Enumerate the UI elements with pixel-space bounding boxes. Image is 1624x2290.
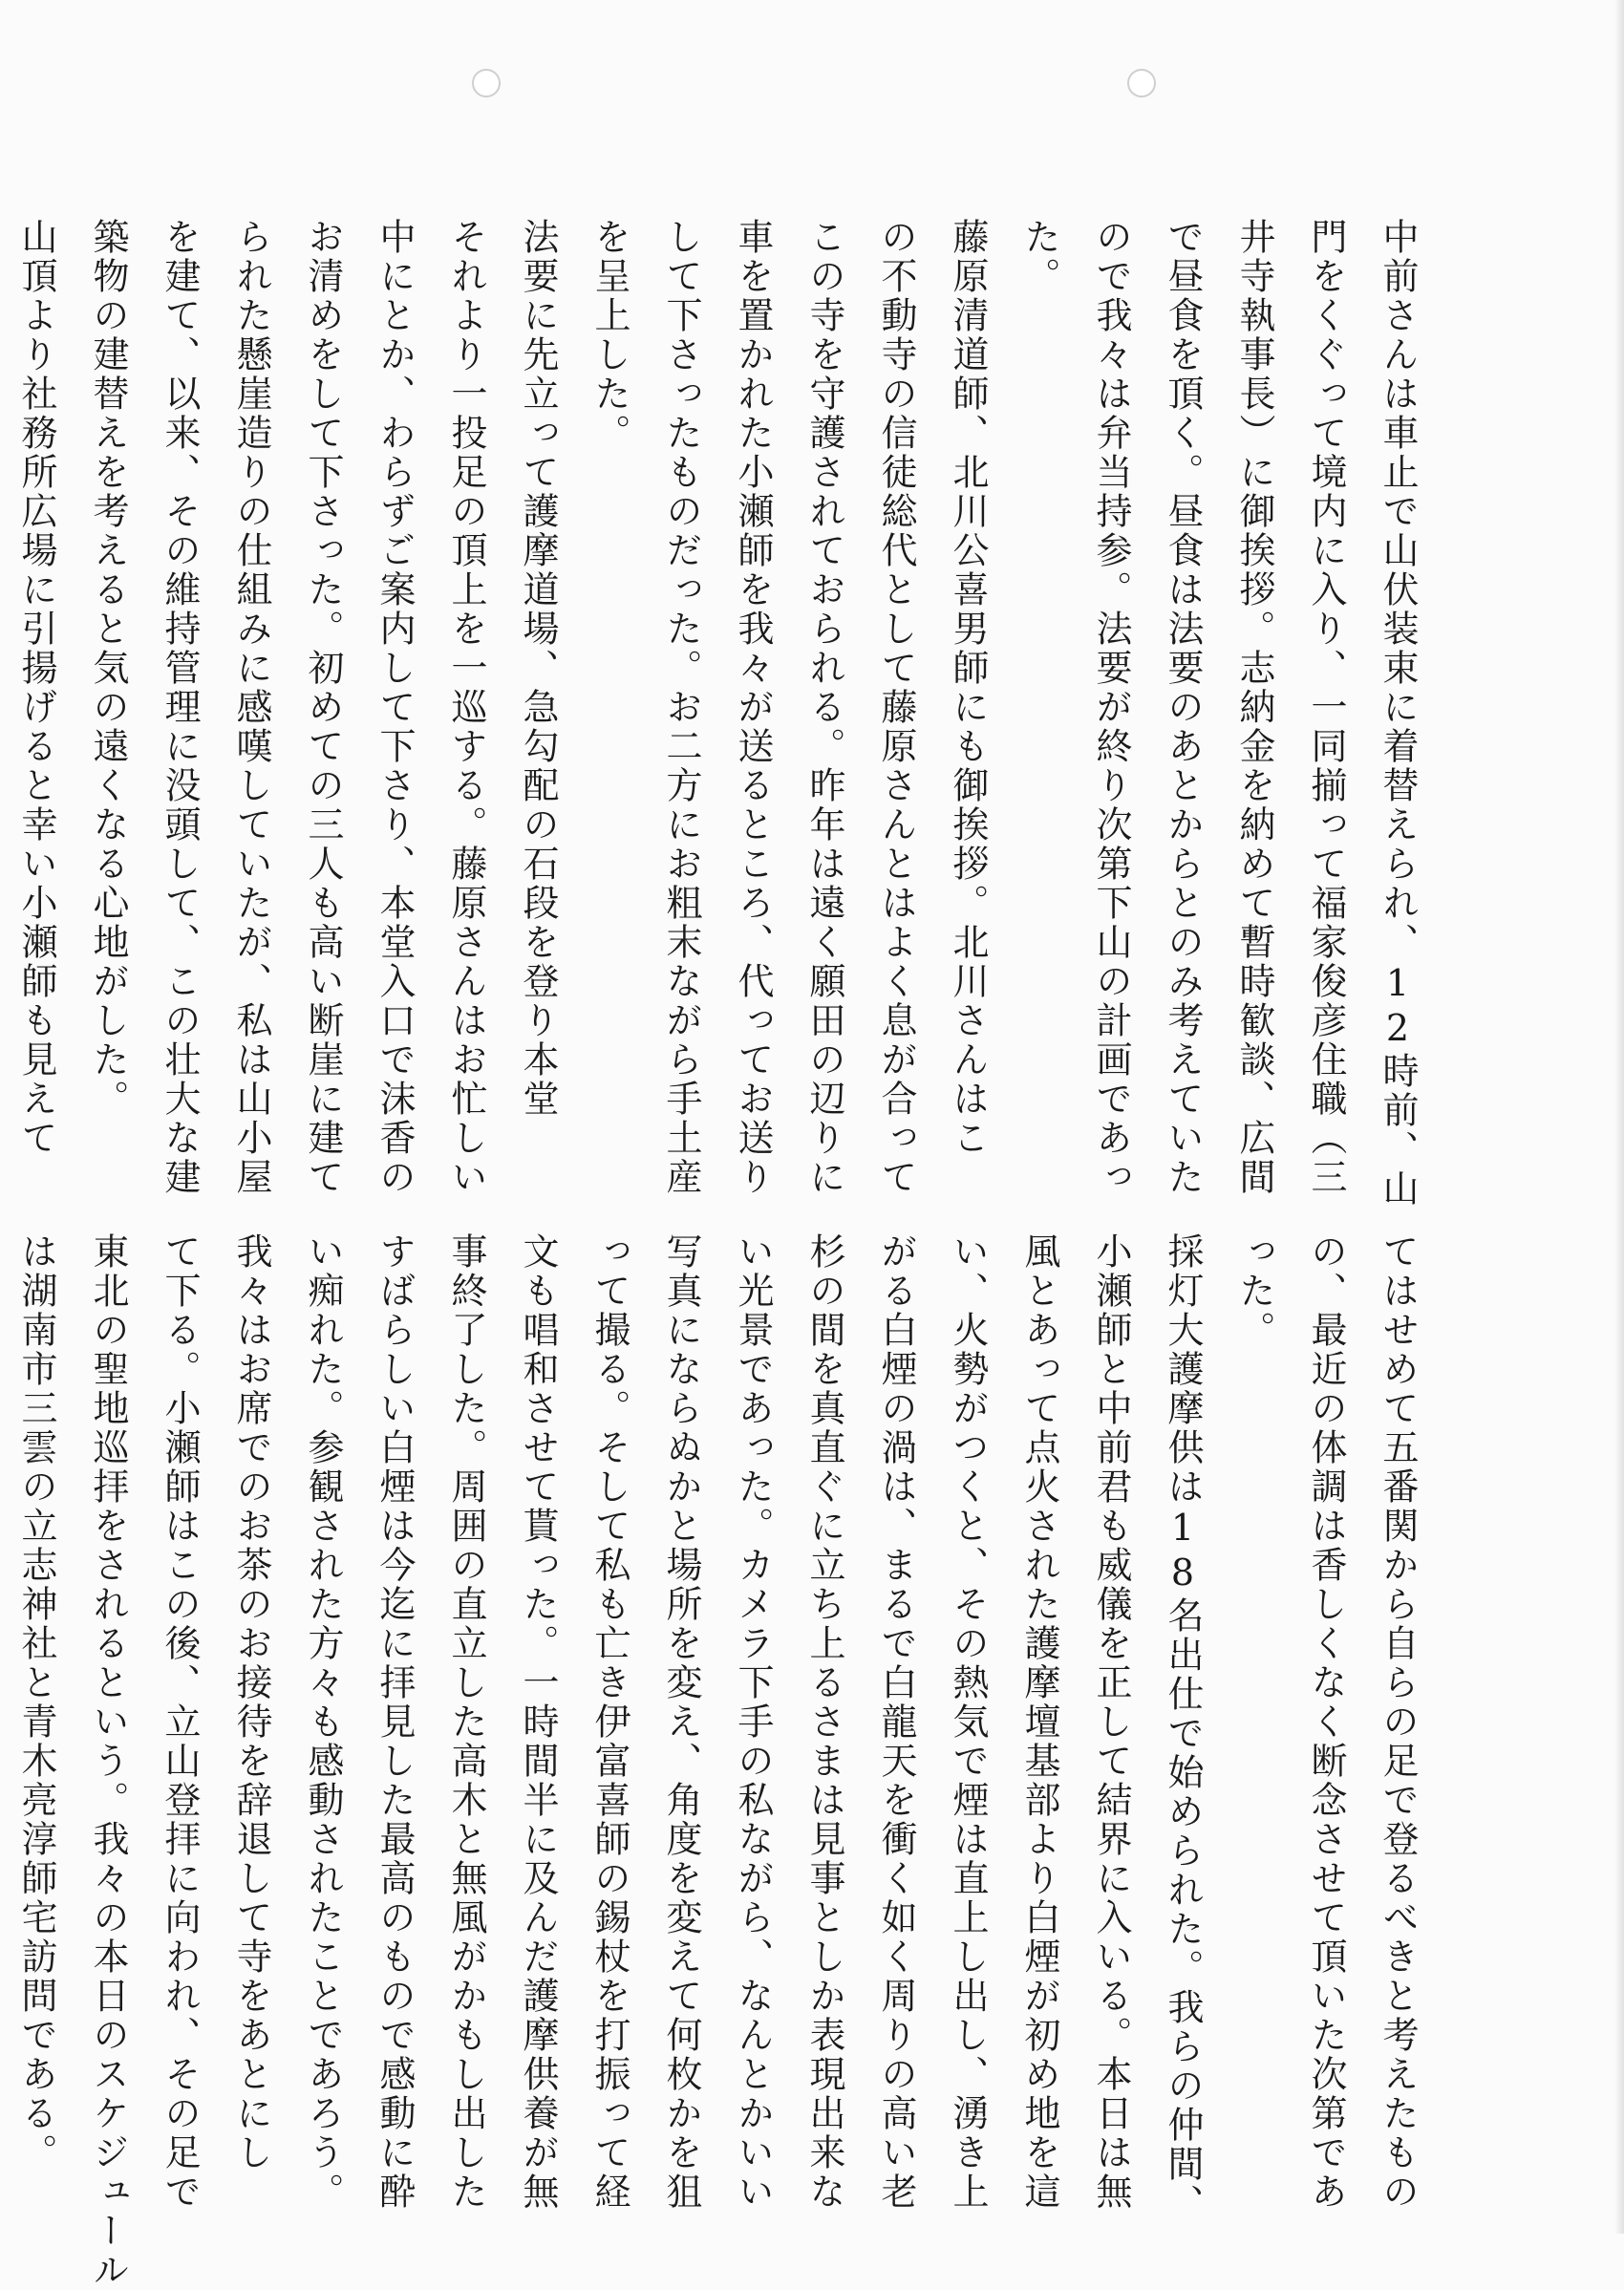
text-line: 車を置かれた小瀬師を我々が送るところ、代ってお送り	[732, 218, 774, 1197]
text-line: 小瀬師と中前君も威儀を正して結界に入いる。本日は無	[1090, 1232, 1132, 2212]
text-line: 東北の聖地巡拝をされるという。我々の本日のスケジュール	[87, 1232, 129, 2290]
text-line: 事終了した。周囲の直立した高木と無風がかもし出した	[445, 1232, 487, 2212]
text-line: った。	[1233, 1232, 1275, 1350]
text-line: い、火勢がつくと、その熱気で煙は直上し出し、湧き上	[947, 1232, 989, 2212]
text-line: て下る。小瀬師はこの後、立山登拝に向われ、その足で	[159, 1232, 201, 2212]
text-line: 杉の間を真直ぐに立ち上るさまは見事としか表現出来な	[803, 1232, 845, 2212]
text-line: がる白煙の渦は、まるで白龍天を衝く如く周りの高い老	[875, 1232, 917, 2212]
text-line: 中にとか、わらずご案内して下さり、本堂入口で沫香の	[374, 218, 416, 1197]
text-line: は湖南市三雲の立志神社と青木亮淳師宅訪問である。	[15, 1232, 57, 2172]
text-line: 風とあって点火された護摩壇基部より白煙が初め地を這	[1018, 1232, 1060, 2212]
text-line: それより一投足の頂上を一巡する。藤原さんはお忙しい	[445, 218, 487, 1197]
text-line: を建て、以来、その維持管理に没頭して、この壮大な建	[159, 218, 201, 1197]
text-line: の不動寺の信徒総代として藤原さんとはよく息が合って	[875, 218, 917, 1197]
text-line: 法要に先立って護摩道場、急勾配の石段を登り本堂	[517, 218, 559, 1119]
text-line: して下さったものだった。お二方にお粗末ながら手土産	[660, 218, 702, 1197]
text-line: お清めをして下さった。初めての三人も高い断崖に建て	[302, 218, 344, 1197]
scan-edge-shadow	[1614, 0, 1624, 2234]
text-line: この寺を守護されておられる。昨年は遠く願田の辺りに	[803, 218, 845, 1197]
text-line: 井寺執事長）に御挨拶。志納金を納めて暫時歓談、広間	[1233, 218, 1275, 1197]
text-line: を呈上した。	[588, 218, 630, 453]
text-line: 門をくぐって境内に入り、一同揃って福家俊彦住職（三	[1305, 218, 1347, 1197]
text-line: られた懸崖造りの仕組みに感嘆していたが、私は山小屋	[230, 218, 272, 1197]
text-line: の、最近の体調は香しくなく断念させて頂いた次第であ	[1305, 1232, 1347, 2212]
text-line: すばらしい白煙は今迄に拝見した最高のもので感動に酔	[374, 1232, 416, 2212]
punch-hole	[472, 69, 501, 97]
text-line: ので我々は弁当持参。法要が終り次第下山の計画であっ	[1090, 218, 1132, 1197]
text-line: 文も唱和させて貰った。一時間半に及んだ護摩供養が無	[517, 1232, 559, 2212]
text-line: 採灯大護摩供は18名出仕で始められた。我らの仲間、	[1162, 1232, 1204, 2223]
text-line: い光景であった。カメラ下手の私ながら、なんとかいい	[732, 1232, 774, 2212]
text-line: 山頂より社務所広場に引揚げると幸い小瀬師も見えて	[15, 218, 57, 1158]
text-line: 藤原清道師、北川公喜男師にも御挨拶。北川さんはこ	[947, 218, 989, 1158]
text-line: い痴れた。参観された方々も感動されたことであろう。	[302, 1232, 344, 2212]
text-line: 中前さんは車止で山伏装束に着替えられ、12時前、山	[1377, 218, 1419, 1209]
lower-text-block	[15, 1232, 1433, 2290]
text-line: てはせめて五番関から自らの足で登るべきと考えたもの	[1377, 1232, 1419, 2212]
upper-text-block	[15, 218, 1433, 1209]
text-line: 築物の建替えを考えると気の遠くなる心地がした。	[87, 218, 129, 1119]
punch-hole	[1127, 69, 1156, 97]
text-line: で昼食を頂く。昼食は法要のあとからとのみ考えていた	[1162, 218, 1204, 1197]
text-line: た。	[1018, 218, 1060, 296]
text-line: 写真にならぬかと場所を変え、角度を変えて何枚かを狙	[660, 1232, 702, 2212]
text-line: って撮る。そして私も亡き伊富喜師の錫杖を打振って経	[588, 1232, 630, 2212]
text-line: 我々はお席でのお茶のお接待を辞退して寺をあとにし	[230, 1232, 272, 2172]
